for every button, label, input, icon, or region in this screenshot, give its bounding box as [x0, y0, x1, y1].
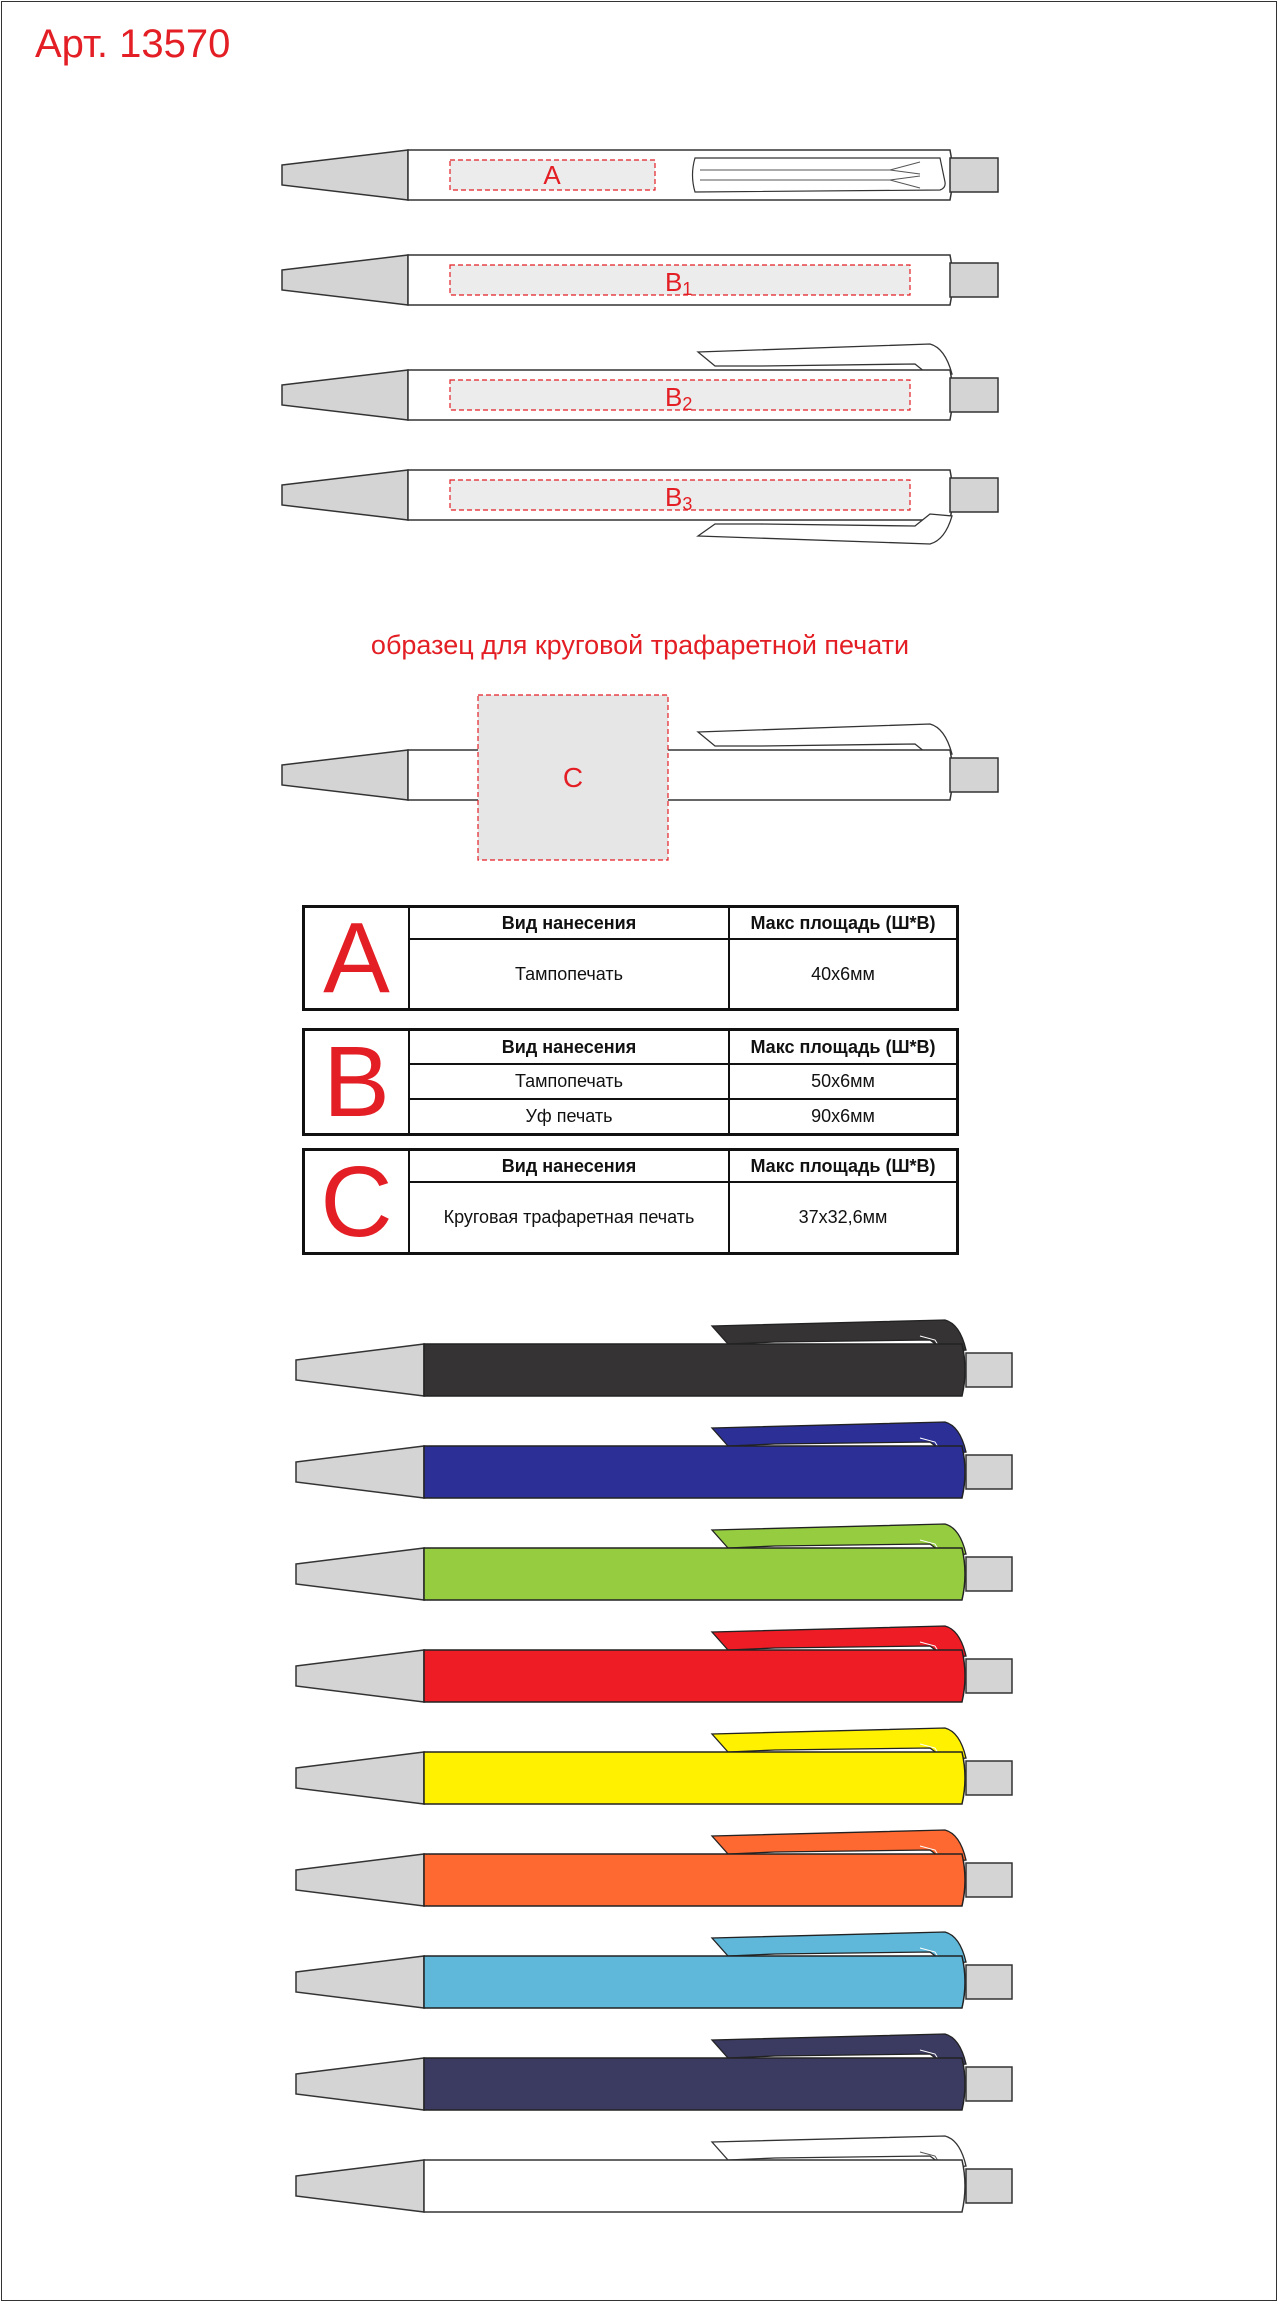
- zone-b3-subscript: 3: [682, 494, 693, 514]
- zone-b1-letter: B: [665, 267, 683, 297]
- table-row: [410, 940, 956, 1008]
- table-row: [410, 1065, 956, 1100]
- table-a-method: Тампопечать: [410, 940, 730, 1008]
- pen-color-dark-navy: [0, 2024, 1280, 2124]
- zone-b3-letter: B: [665, 482, 683, 512]
- pen-color-orange: [0, 1820, 1280, 1920]
- pen-zone-b3: [0, 460, 1280, 550]
- table-b-method-1: Тампопечать: [410, 1065, 730, 1098]
- zone-b2-letter: B: [665, 382, 683, 412]
- round-print-title: образец для круговой трафаретной печати: [370, 630, 910, 660]
- pen-color-white: [0, 2126, 1280, 2226]
- pen-color-black: [0, 1310, 1280, 1410]
- table-c-area: 37х32,6мм: [798, 1207, 888, 1227]
- table-a-area: 40х6мм: [811, 963, 875, 984]
- table-b-header-method: Вид нанесения: [410, 1031, 730, 1063]
- pen-zone-c: [0, 690, 1280, 865]
- zone-b2-subscript: 2: [682, 394, 693, 414]
- table-row: [410, 1100, 956, 1133]
- table-a-header-method: Вид нанесения: [410, 908, 730, 938]
- table-b-area-2: 90х6мм: [811, 1106, 875, 1126]
- table-c-method: Круговая трафаретная печать: [410, 1183, 730, 1252]
- zone-b1-subscript: 1: [682, 279, 693, 299]
- table-c-header-area: Макс площадь (Ш*В): [750, 1155, 936, 1176]
- table-zone-a: [302, 902, 959, 1014]
- zone-a-label: A: [543, 160, 561, 190]
- zone-c-label: C: [562, 762, 584, 793]
- pen-color-light-green: [0, 1514, 1280, 1614]
- table-a-letter: A: [305, 908, 410, 1008]
- table-b-area-1: 50х6мм: [811, 1071, 875, 1091]
- table-b-header-area: Макс площадь (Ш*В): [750, 1036, 936, 1057]
- pen-zone-b1: [0, 245, 1280, 315]
- table-c-header-method: Вид нанесения: [410, 1151, 730, 1181]
- table-zone-c: [302, 1145, 959, 1258]
- table-b-letter: B: [305, 1031, 410, 1133]
- table-b-method-2: Уф печать: [410, 1100, 730, 1133]
- pen-zone-b2: [0, 340, 1280, 430]
- pen-color-red: [0, 1616, 1280, 1716]
- article-number: Арт. 13570: [35, 22, 231, 66]
- pen-color-light-blue: [0, 1922, 1280, 2022]
- table-a-header-area: Макс площадь (Ш*В): [750, 912, 936, 933]
- pen-zone-a: [0, 140, 1280, 210]
- table-c-letter: C: [305, 1151, 410, 1252]
- table-row: [410, 1183, 956, 1252]
- pen-color-blue: [0, 1412, 1280, 1512]
- pen-color-yellow: [0, 1718, 1280, 1818]
- table-zone-b: [302, 1028, 959, 1136]
